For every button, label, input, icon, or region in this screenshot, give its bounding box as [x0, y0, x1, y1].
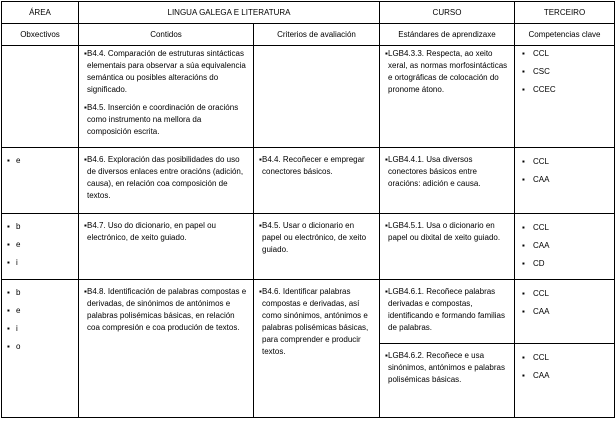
- contents-cell: [79, 148, 254, 214]
- standards-cell: [380, 280, 515, 344]
- objective-item: ▪ o: [7, 341, 74, 353]
- content-item: ▪ B4.8. Identificación de palabras compostas e derivadas, de sinónimos de antónimos e palabras polisémicas básicas, en relación coa compresión e coa produción de textos.: [83, 286, 247, 334]
- col-header-standards: Estándares de aprendizaxe: [380, 24, 515, 46]
- col-header-objectives: Obxectivos: [2, 24, 79, 46]
- course-value: TERCEIRO: [515, 2, 615, 24]
- content-item: ▪ B4.4. Comparación de estruturas sintácticas elementais para observar a súa equivalencia semántica ou posibles alteracións do significado.: [83, 48, 247, 96]
- competence-item: ▪ CCL: [521, 156, 610, 168]
- criteria-item: ▪ B4.4. Recoñecer e empregar conectores básicos.: [258, 154, 373, 178]
- objectives-cell: [2, 280, 79, 418]
- standard-item: ▪ LGB4.3.3. Respecta, ao xeito xeral, as normas morfosintácticas e ortográficas de colocación do pronome átono.: [384, 48, 508, 96]
- competence-item: ▪ CD: [521, 258, 610, 270]
- table-row: [2, 214, 615, 280]
- area-label: ÁREA: [2, 2, 79, 24]
- standard-item: ▪ LGB4.5.1. Usa o dicionario en papel ou dixital de xeito guiado.: [384, 220, 508, 244]
- criteria-cell: [254, 214, 380, 280]
- subject-title: LINGUA GALEGA E LITERATURA: [79, 2, 380, 24]
- competence-item: ▪ CAA: [521, 174, 610, 186]
- course-label: CURSO: [380, 2, 515, 24]
- content-item: ▪ B4.6. Exploración das posibilidades do uso de diversos enlaces entre oracións (adición, causa), en relación coa composición de textos.: [83, 154, 247, 202]
- content-item: ▪ B4.7. Uso do dicionario, en papel ou electrónico, de xeito guiado.: [83, 220, 247, 244]
- competence-item: ▪ CAA: [521, 306, 610, 318]
- competence-item: ▪ CAA: [521, 370, 610, 382]
- standard-item: ▪ LGB4.4.1. Usa diversos conectores básicos entre oracións: adición e causa.: [384, 154, 508, 190]
- standard-item: ▪ LGB4.6.1. Recoñece palabras derivadas e compostas, identificando e formando familias de palabras.: [384, 286, 508, 334]
- col-header-criteria: Criterios de avaliación: [254, 24, 380, 46]
- standards-cell: [380, 344, 515, 418]
- objective-item: ▪ i: [7, 323, 74, 335]
- criteria-cell: [254, 46, 380, 148]
- standards-cell: [380, 214, 515, 280]
- objective-item: ▪ e: [7, 239, 74, 251]
- competences-cell: [515, 46, 615, 148]
- table-row: [2, 46, 615, 148]
- standards-cell: [380, 46, 515, 148]
- competence-item: ▪ CCL: [521, 352, 610, 364]
- competences-cell: [515, 214, 615, 280]
- competence-item: ▪ CCEC: [521, 84, 610, 96]
- objective-item: ▪ b: [7, 221, 74, 233]
- competences-cell: [515, 280, 615, 344]
- competence-item: ▪ CCL: [521, 288, 610, 300]
- col-header-contents: Contidos: [79, 24, 254, 46]
- standard-item: ▪ LGB4.6.2. Recoñece e usa sinónimos, antónimos e palabras polisémicas básicas.: [384, 350, 508, 386]
- objective-item: ▪ i: [7, 257, 74, 269]
- objectives-cell: [2, 214, 79, 280]
- objective-item: ▪ e: [7, 305, 74, 317]
- competence-item: ▪ CCL: [521, 222, 610, 234]
- criteria-item: ▪ B4.6. Identificar palabras compostas e derivadas, así como sinónimos, antónimos e palabras polisémicas básicas, para comprender e producir textos.: [258, 286, 373, 358]
- title-row: [2, 2, 615, 24]
- criteria-item: ▪ B4.5. Usar o dicionario en papel ou electrónico, de xeito guiado.: [258, 220, 373, 256]
- table-row: [2, 280, 615, 344]
- objectives-cell: [2, 46, 79, 148]
- competence-item: ▪ CCL: [521, 48, 610, 60]
- standards-cell: [380, 148, 515, 214]
- content-item: ▪ B4.5. Inserción e coordinación de oracións como instrumento na mellora da composición escrita.: [83, 102, 247, 138]
- criteria-cell: [254, 280, 380, 418]
- competences-cell: [515, 344, 615, 418]
- table-row: [2, 148, 615, 214]
- objective-item: ▪ e: [7, 155, 74, 167]
- column-header-row: [2, 24, 615, 46]
- contents-cell: [79, 46, 254, 148]
- competence-item: ▪ CAA: [521, 240, 610, 252]
- contents-cell: [79, 280, 254, 418]
- contents-cell: [79, 214, 254, 280]
- competence-item: ▪ CSC: [521, 66, 610, 78]
- competences-cell: [515, 148, 615, 214]
- criteria-cell: [254, 148, 380, 214]
- curriculum-table: [1, 1, 615, 418]
- col-header-competences: Competencias clave: [515, 24, 615, 46]
- objective-item: ▪ b: [7, 287, 74, 299]
- objectives-cell: [2, 148, 79, 214]
